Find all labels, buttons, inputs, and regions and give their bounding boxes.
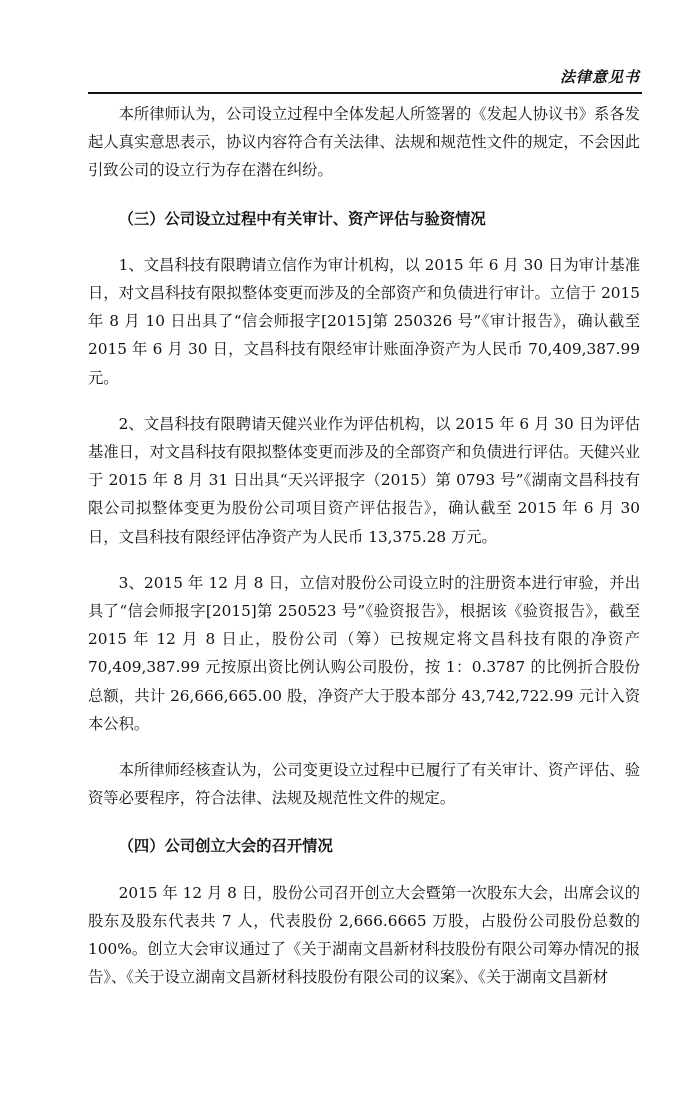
paragraph-founding-meeting: 2015 年 12 月 8 日，股份公司召开创立大会暨第一次股东大会，出席会议的股东及股东代表共 7 人，代表股份 2,666.6665 万股，占股份公司股份总数的 100%。创立大会审议通过了《关于湖南文昌新材科技股份有限公司筹办情况的报告》、《关于设立湖南文昌新材科技股份有限公司的议案》、《关于湖南文昌新材 bbox=[88, 883, 640, 987]
paragraph-appraisal: 2、文昌科技有限聘请天健兴业作为评估机构，以 2015 年 6 月 30 日为评估基准日，对文昌科技有限拟整体变更而涉及的全部资产和负债进行评估。天健兴业于 2015 年 8 月 31 日出具“天兴评报字（2015）第 0793 号”《湖南文昌科技有限公司拟整体变更为股份公司项目资产评估报告》，确认截至 2015 年 6 月 30 日，文昌科技有限经评估净资产为人民币 13,375.28 万元。 bbox=[88, 414, 640, 546]
header-divider bbox=[88, 92, 642, 94]
document-body bbox=[88, 100, 640, 991]
section-heading-founding-meeting: （四）公司创立大会的召开情况 bbox=[118, 837, 333, 856]
section-heading-audit: （三）公司设立过程中有关审计、资产评估与验资情况 bbox=[118, 209, 486, 228]
header-title: 法律意见书 bbox=[559, 68, 640, 86]
paragraph-founders-agreement: 本所律师认为，公司设立过程中全体发起人所签署的《发起人协议书》系各发起人真实意思表示，协议内容符合有关法律、法规和规范性文件的规定，不会因此引致公司的设立行为存在潜在纠纷。 bbox=[88, 105, 640, 180]
paragraph-audit: 1、文昌科技有限聘请立信作为审计机构，以 2015 年 6 月 30 日为审计基准日，对文昌科技有限拟整体变更而涉及的全部资产和负债进行审计。立信于 2015 年 8 月 10 日出具了“信会师报字[2015]第 250326 号”《审计报告》，确认截至 2015 年 6 月 30 日，文昌科技有限经审计账面净资产为人民币 70,409,387.99 元。 bbox=[88, 255, 640, 387]
paragraph-lawyer-opinion: 本所律师经核查认为，公司变更设立过程中已履行了有关审计、资产评估、验资等必要程序，符合法律、法规及规范性文件的规定。 bbox=[88, 761, 640, 808]
paragraph-capital-verification: 3、2015 年 12 月 8 日，立信对股份公司设立时的注册资本进行审验，并出具了“信会师报字[2015]第 250523 号”《验资报告》，根据该《验资报告》，截至 2015 年 12 月 8 日止，股份公司（筹）已按规定将文昌科技有限的净资产 70,409,387.99 元按原出资比例认购公司股份，按 1：0.3787 的比例折合股份总额，共计 26,666,665.00 股，净资产大于股本部分 43,742,722.99 元计入资本公积。 bbox=[88, 573, 640, 733]
